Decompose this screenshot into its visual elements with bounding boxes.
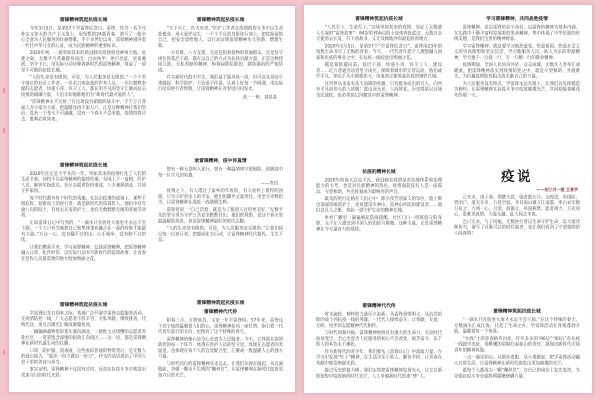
article-paragraph: 己亥末，庚子春，荆楚大疫，染者数万计。众惶恐，举国防，皆闭户，道无车舟，万巷空寂。幸有南山镇守江南都，率白衣军数万抗之；九州一心，月余，疫渐止，举国称赞。能者竭力，万民同心，患难见真情，大爱无疆，此人间之幸也。 xyxy=(454,194,580,218)
article-paragraph: 雷锋曾说：“自己活着，就是为了使别人过得更美好。”无数平凡的坚守者为守护公共安全默默付出，他们的背影，是这个春天里最温暖的风景，也是雷锋精神最好的时代注脚。 xyxy=(158,207,283,224)
article-paragraph: 为人民服务没有终点，学雷锋永远在路上。让我们以先锋模范为榜样，让雷锋精神在抗疫斗争中绽放璀璨光芒，共同迎接春暖花开的那一天。 xyxy=(454,81,580,98)
article-section xyxy=(316,301,442,381)
margin-mark xyxy=(3,350,5,355)
column-content xyxy=(158,15,283,383)
article-heading: 雷锋精神筑起抗疫长城 xyxy=(196,300,245,306)
article-paragraph: 雷锋精神，是以雷锋的名字命名、以雷锋的精神为基本内涵、在实践中不断丰富和发展着的革命精神，集中体现了中华民族的传统美德，是我们宝贵的精神财富。 xyxy=(454,25,580,42)
page-column xyxy=(21,15,146,383)
article-paragraph: 作为新时代的中学生，我们虽不能奔赴一线，但可以从身边小事做起：科学防护、不信谣不传谣、认真上好每一节网课，用实际行动向逆行者致敬，让雷锋精神在青春里闪闪发光。 xyxy=(158,75,283,92)
article-paragraph: 一点一滴见初心。从细处着眼、从小事做起，把学雷锋活动融入日常生活，让雷锋精神在新时代焕发出更加璀璨的光芒。 xyxy=(454,355,580,366)
article-paragraph: 2020年的春天注定不凡。新冠肺炎疫情是对治理体系和治理能力的大考，也是对民族精神的洗礼。疫情面前没有人是一座孤岛，守望相助、共克时艰成为最响亮的声音。 xyxy=(316,177,442,195)
article-paragraph: 学习雷锋精神，就是要学习他热爱党、热爱祖国、热爱社会主义的崇高理想和坚定信念，学习他服务人民、助人为乐的奉献精神，学习他干一行爱一行、专一行精一行的敬业精神。 xyxy=(454,43,580,61)
article-heading: 学习雷锋精神，共同战胜疫情 xyxy=(486,16,548,22)
article-paragraph: 最美的逆行定格在人们心中：除夕夜告别家人的军医，脸上勒出深深印痕的护士，连夜建设火神山、雷神山医院的建设者……他们以凡人之躯，筑起一道守护生命的精神长城。 xyxy=(316,196,442,213)
article-heading: 雷锋精神筑起抗疫长城 xyxy=(355,16,403,22)
article-section xyxy=(21,15,146,124)
article-paragraph: 2020年3月5日，是第57个“学雷锋纪念日”。雷锋用23年的短暂生命书写了无悔的青春；今天，一代代青年把个人理想融入国家和民族的事业之中，在抗疫一线绽放出绚丽之花。 xyxy=(316,43,442,61)
article-paragraph: “人的生命是有限的，可是，为人民服务是无限的。”让我们铭记每一位逆行者，把感动化为行动，让雷锋精神代代相传、生生不息。 xyxy=(158,226,283,243)
article-section xyxy=(158,15,283,103)
page-column xyxy=(316,14,442,384)
margin-mark xyxy=(3,128,5,133)
page-column xyxy=(454,14,580,384)
left-page xyxy=(8,5,296,393)
article-paragraph: 正如雷锋日记中写到的：“一滴水只有放进大海里才永远不会干涸，一个人只有当他把自己和集体事业融合在一起的时候才能最有力量。”万众一心，没有翻不过的山；心手相牵，没有跨不过的坎。 xyxy=(21,220,146,243)
article-paragraph: 事实证明，雷锋精神不仅没有过时，反而在抗疫斗争中焕发出更加夺目的时代光彩。 xyxy=(21,367,146,378)
article-paragraph: 时光流转，榜样的力量历久弥新。从雷锋到郭明义，从抗洪抢险的战士到抗疫一线的英雄，一代代人接续奋斗，让奉献、友爱、互助、进步的志愿精神代代相传。 xyxy=(316,311,442,329)
article-heading: 雷锋精神筑起抗疫长城 xyxy=(59,17,108,23)
article-section xyxy=(454,14,580,100)
article-section xyxy=(316,167,442,234)
column-content xyxy=(21,15,146,383)
article-paragraph: 作为新时代的青少年，我们要从《雷锋日记》中汲取力量，在学习中发扬“钉子”精神，在生活中乐于助人、勤俭节约，让青春在奉献中焕发绚丽光彩。 xyxy=(316,349,442,366)
article-paragraph: 2020年注定是不平凡的一年。突如其来的疫情打乱了人们的生活节奏，却挡不住雷锋精神的接续传递。全国上下一盘棋，医护人员、解放军指战员、社区志愿者纷纷请战，八方驰援湖北，共同守护家园。 xyxy=(21,171,146,194)
article-paragraph: “雷锋精神永不过时。”在这场没有硝烟的战斗中，千千万万普通人舍小家为大家，把温暖送进千家万户。正是这种精神让我们坚信：没有一个冬天不可逾越，没有一个春天不会来临，疫情终将过去，胜利必将到来。 xyxy=(21,99,146,122)
article-paragraph: 今年3月5日，是第57个学雷锋纪念日。雷锋，作为一名平凡朴实又伟大的共产主义战士，用短暂的24载青春，谱写了一曲全心全意为人民服务的壮丽赞歌。半个多世纪以来，雷锋精神滋养着一代代中华儿女的心灵，成为民族精神的重要标识。 xyxy=(21,26,146,49)
article-paragraph: 每个时代都有每个时代的英雄。在抗击疫情的战场上，那些不惧危险、迎难而上的逆行者，就是新时代的雷锋传人。他们中有年逾八旬的院士，有剪去长发的护士，也有无数默默无闻的普通劳动者。 xyxy=(21,195,146,218)
article-heading: 雷锋精神筑起抗疫长城 xyxy=(196,17,245,23)
article-paragraph: 岂曰无衣，与子同袍。无数逆行者以生命守护生命、以大爱诠释担当，谱写了可歌可泣的时代篇章，也让我们看到了守望相助的人间真情！ xyxy=(454,219,580,236)
article-paragraph: 越是艰险越向前。基层干部、快递小哥、环卫工人、建设者……亿万普通劳动者坚守岗位，保障着城市的正常运转。他们或许平凡，却在平凡中铸就伟大，用血肉之躯筑起抗疫的钢铁长城。 xyxy=(316,62,442,79)
right-page xyxy=(303,4,593,394)
article-paragraph: 接过历史的接力棒，我们定将把雷锋精神发扬光大，让它在新的征程中绽放新的时代光芒，人人争做新时代的追“锋”人。 xyxy=(316,368,442,379)
article-byline: ——初三月一班 王某宇 xyxy=(536,187,578,192)
article-paragraph: “天下兴亡，匹夫有责。”医护工作者在疫情防控斗争中以生命赴使命、用大爱护众生，一个个平凡的身影逆行而上，把危险留给自己、把安全留给他人，以行动证明雷锋精神历久弥新、熠熠生辉。 xyxy=(158,26,283,49)
article-paragraph: 学雷锋纪念日到来之际，各地广泛开展学雷锋志愿服务活动。在疫情防控一线，广大志愿者不辞辛劳、无私奉献，细致排查、代购代送，用点点微光汇聚成璀璨星河。 xyxy=(21,310,146,328)
page-column xyxy=(158,15,283,383)
article-paragraph: “火线”上的青春格外闪亮。许许多多的“90后”“00后”在抗疫一线披甲出征，用稚嫩的肩膀扛起如山的责任，展现出新时代中国青年的精神风貌。 xyxy=(454,336,580,353)
article-section xyxy=(158,156,283,245)
article-paragraph: 与时代同行的雷锋精神从未远去。让我们从现在做起、从点滴做起，争做一颗永不生锈的“螺丝钉”，让雷锋精神在新时代绽放更加夺目的光芒。 xyxy=(158,361,283,378)
article-signature: 高一一班：刘某某 xyxy=(242,94,277,100)
article-paragraph: 一方有难，八方支援。无论是捐款捐物的普通群众，还是坚守岗位的基层干部，都在以自己的方式为抗疫贡献力量。正是这种团结互助、无私奉献的精神，构筑起联防联控、群防群治的严密防线。 xyxy=(158,50,283,73)
article-paragraph: 让我们携起手来，学习雷锋精神、弘扬雷锋精神，把雷锋精神融入日常、化作经常，以实际行动书写新时代的雷锋故事，让青春在党和人民最需要的地方绽放绚丽之花。 xyxy=(21,244,146,262)
article-paragraph: 愿每个人都成为一颗“螺丝钉”，在自己的岗位上发光发热，为夺取抗疫斗争全面胜利凝聚磅礴力量。 xyxy=(454,368,580,379)
margin-mark xyxy=(3,88,5,93)
article-heading: 疫说 xyxy=(501,168,533,185)
article-lede: 您有一种无畏叫人逆行，您有一种温情叫守望相助，致敬疫中每一位平凡的英雄。 xyxy=(158,167,283,178)
article-paragraph: 一辆辆满载物资的货车驶向湖北，一批批主动请缨的志愿者奔赴社区，一笔笔饱含深情的捐款汇向疫区……这一切，都是雷锋精神在新时代最生动的注脚。 xyxy=(21,329,146,346)
article-section xyxy=(21,160,146,263)
article-paragraph: “人民至上、生命至上。”这场突如其来的疫情，见证了无数感人至深的“雷锋故事”：84岁的钟南山院士连夜奔赴武汉，无数白衣天使剪去长发、写下请战书，义无反顾地冲向最危险的地方。 xyxy=(316,25,442,42)
article-paragraph: 2020年初，一场突如其来的新冠肺炎疫情席卷神州大地。危难之际，无数平凡英雄挺身而出：白衣执甲、逆行出征，星夜驰援、坚守卡口，用实际行动诠释着新时代的雷锋精神，筑起了一道坚不可摧的抗疫长城。 xyxy=(21,50,146,73)
article-heading: 承雷锋精神，疫中传真情 xyxy=(194,158,247,164)
article-paragraph: 与时代同频共振，雷锋精神始终具有强大的生命力。无论时代如何变迁，全心全意为人民服务的初心不会改变，艰苦奋斗、乐于助人的本色永不褪色。 xyxy=(316,330,442,347)
article-section xyxy=(454,307,580,382)
article-paragraph: 雷锋精神的核心是全心全意为人民服务。今天，它体现在疫情防控的每一个环节：体现在医护人员的坚守里，体现在志愿者的奔波里，也体现在每个人的自觉配合里，汇聚成一股温暖人心的强大力量。 xyxy=(158,336,283,359)
article-section xyxy=(454,168,580,238)
article-paragraph: 口罩、防护服、消毒液，这些看似普通的物资背后，是无数人的爱心接力。“能出一份力就出一份力”，朴实的话语道出了中国人骨子里的善良与担当。 xyxy=(21,348,146,365)
article-heading: 雷锋精神筑起抗疫长城 xyxy=(59,162,108,168)
column-content xyxy=(316,14,442,384)
article-paragraph: 疫情之下，有人错过了家乡的年夜饭，有人放弃了难得的团圆，只为守护更多人的平安。他们用脚步丈量责任，用坚守诠释担当，让雷锋精神在战疫一线熠熠生辉。 xyxy=(158,188,283,205)
article-paragraph: 这世界从来没有从天而降的英雄，只有挺身而出的凡人。向所有平凡而伟大的人致敬！愿山河无恙、人间皆安。历史将铭记这场全民战疫，也必将铭记闪耀其中的雷锋精神。 xyxy=(316,81,442,98)
article-heading: 雷锋精神代代传 xyxy=(203,309,238,315)
article-paragraph: 疫情期间，全国人民同舟共济、众志成城，无数凡人善举汇成暖流。把雷锋精神落实到疫情防控之中，就是守望相助、共渡难关，为打赢疫情防控阻击战贡献自己的力量。 xyxy=(454,62,580,79)
article-paragraph: 阳春三月，万物复苏，又是一年学雷锋时。57年来，雷锋这个名字始终温暖着人们的心，雷锋精神如同一座灯塔，指引着一代代青年前行的方向，也照亮了这个特殊的春天。 xyxy=(158,318,283,335)
article-heading: 抗疫的精神长城 xyxy=(362,168,396,175)
article-heading: 雷锋精神筑起抗疫长城 xyxy=(493,308,541,314)
article-heading: 雷锋精神筑起抗疫长城 xyxy=(59,301,108,308)
article-heading: 雷锋精神代代传 xyxy=(362,302,396,309)
lede-attribution: ——寄语 xyxy=(260,181,278,186)
column-content xyxy=(454,14,580,384)
article-section xyxy=(21,300,146,380)
article-paragraph: “一滴水只有放进大海才永远不会干涸。”在这个特殊的春天，无数滴水汇成江海，托起了生命之舟，学雷锋活动在各地蓬勃开展，温暖着每一个角落。 xyxy=(454,317,580,334)
article-section xyxy=(158,298,283,380)
article-paragraph: 乡村广播里一遍遍响起防疫提醒，社区门口一班班值守的身影，无不让人感受到中国人的团结与凝聚。这种力量，正是雷锋精神在今天最有力的延续。 xyxy=(316,215,442,232)
article-paragraph: “人的生命是有限的，可是，为人民服务是无限的。”一个个坚守岗位的社区工作者，一名名日夜奋战的医务人员，一位位默默奉献的志愿者、快递小哥、环卫工人，都在用平凡的坚守汇聚成抗击疫情的磅礴力量，人们亲切地称他们为“新时代最可爱的人”。 xyxy=(21,75,146,98)
article-section xyxy=(316,14,442,100)
